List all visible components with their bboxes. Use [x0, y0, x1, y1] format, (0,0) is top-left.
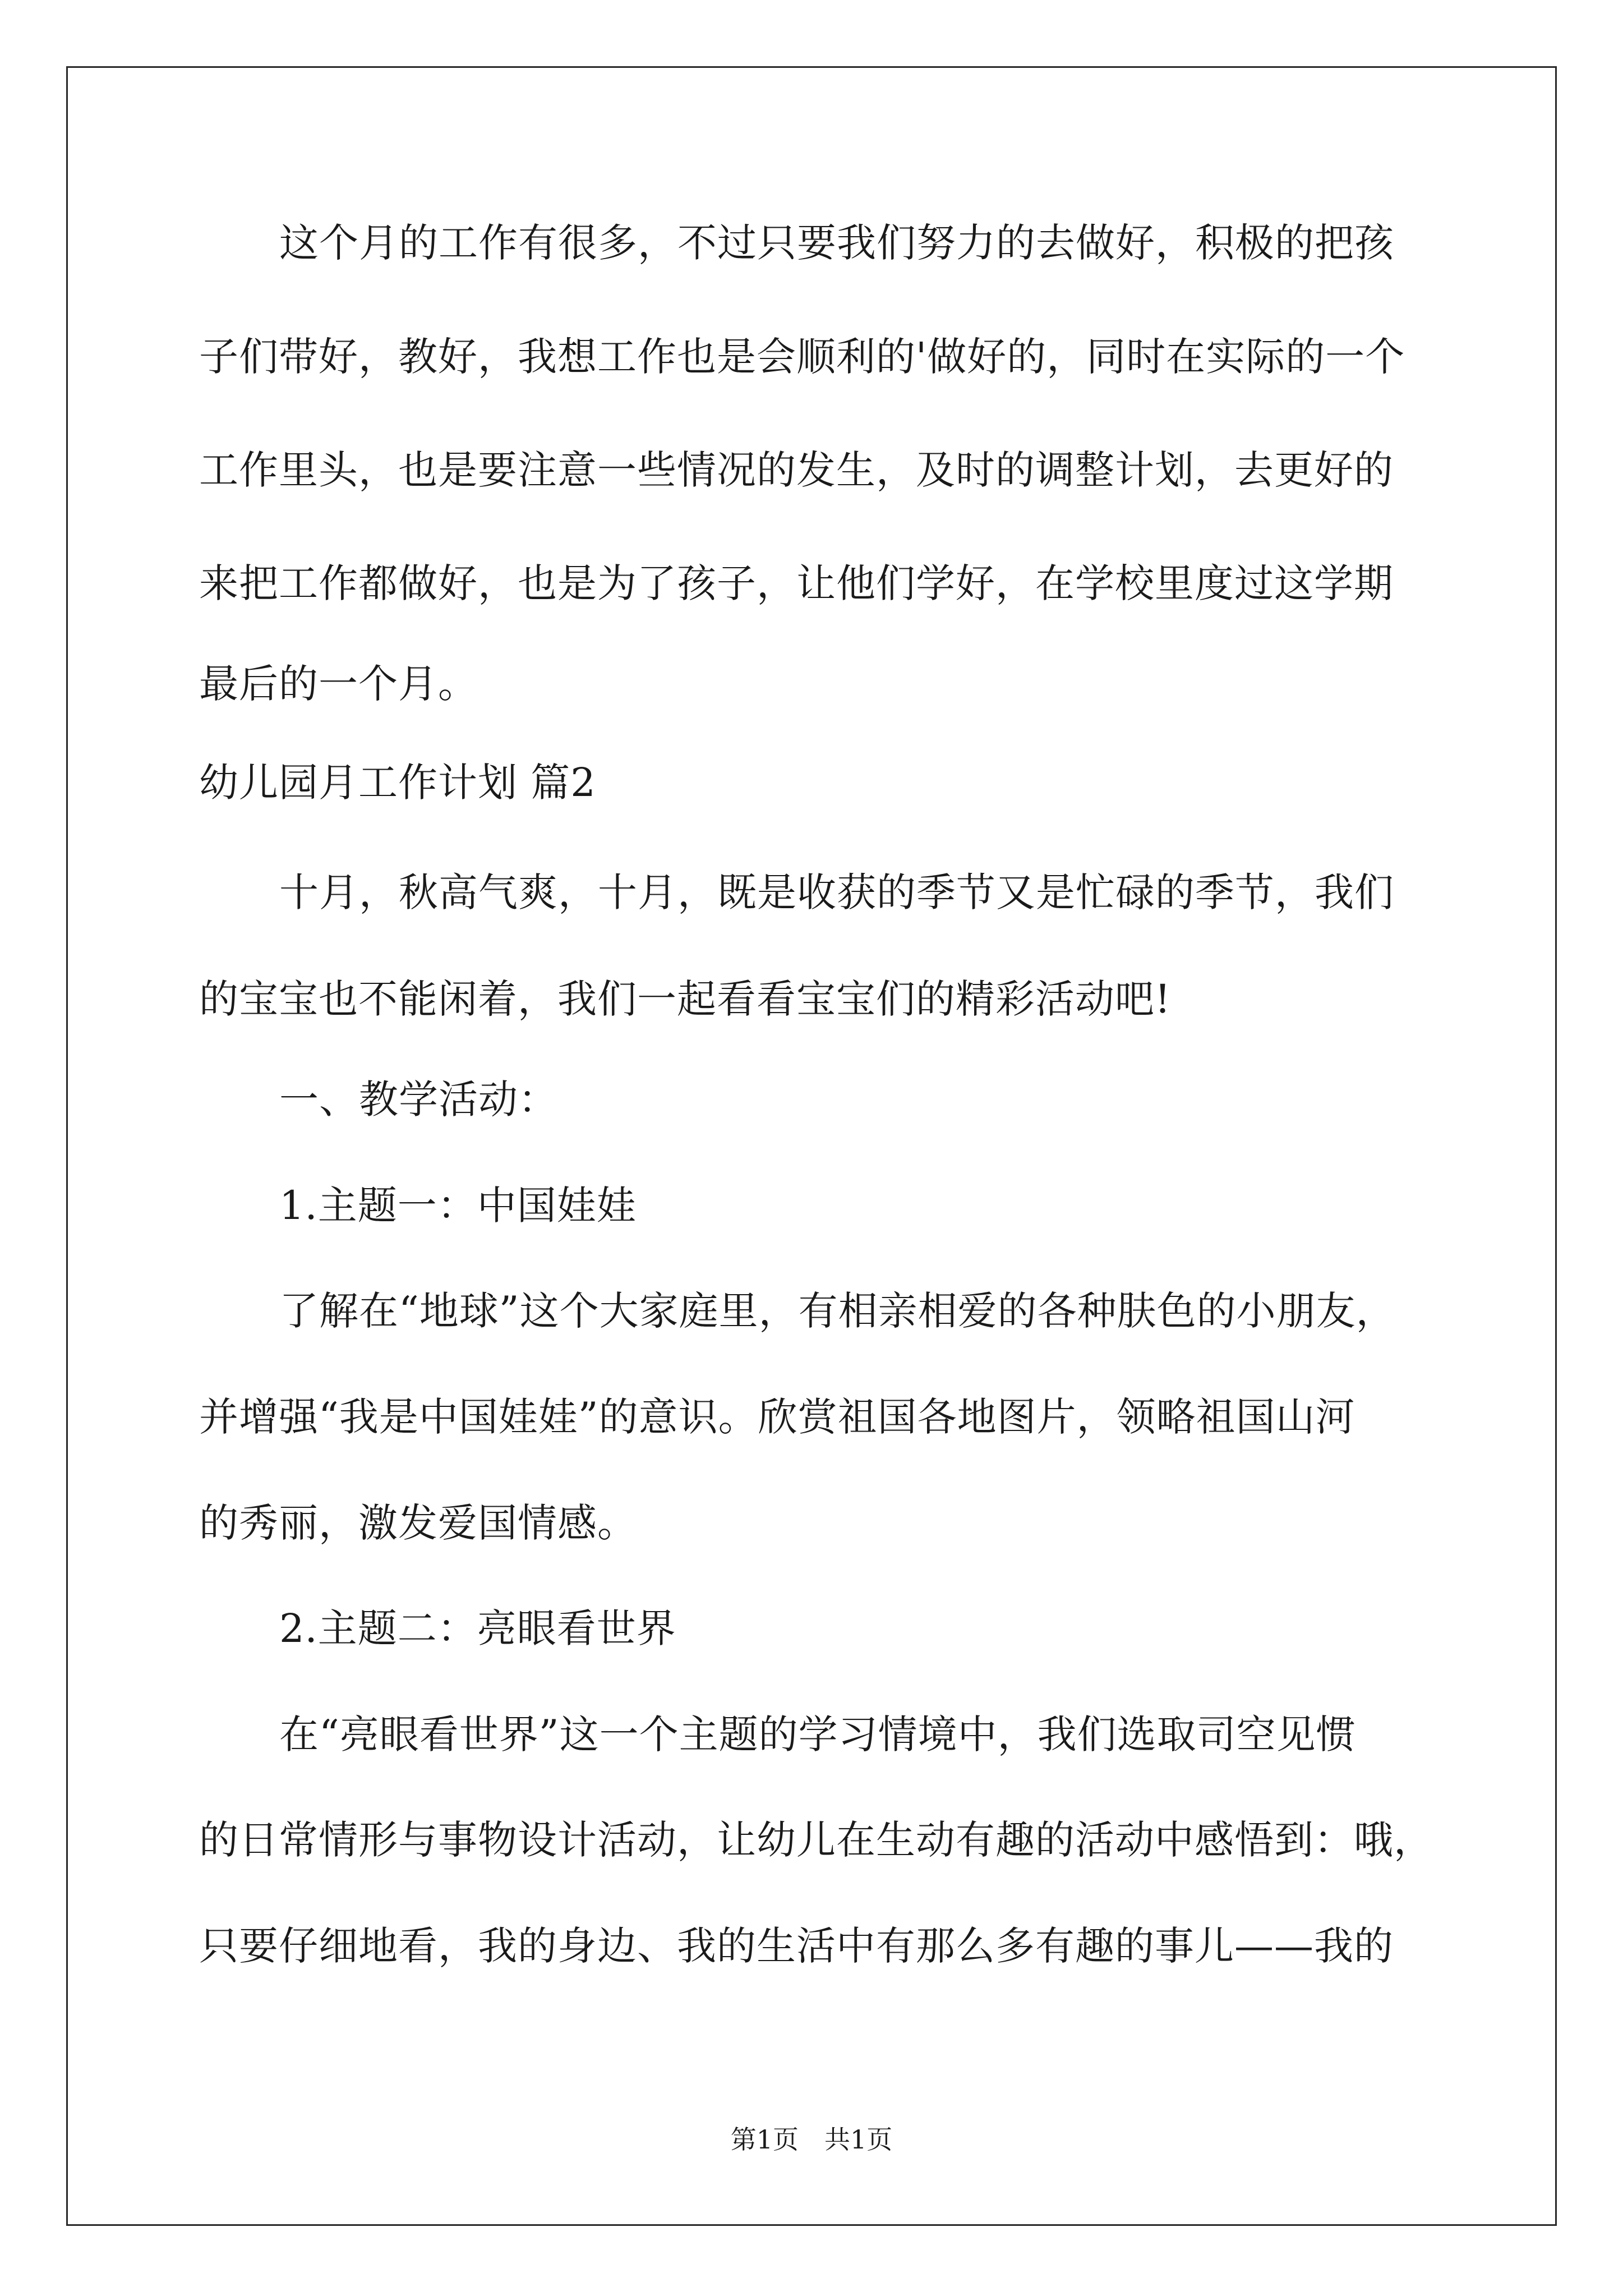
paragraph-line: 在“亮眼看世界”这一个主题的学习情境中，我们选取司空见惯: [279, 1711, 1356, 1757]
subheading: 2.主题二：亮眼看世界: [279, 1605, 676, 1651]
paragraph-line: 的宝宝也不能闲着，我们一起看看宝宝们的精彩活动吧!: [199, 976, 1172, 1022]
paragraph-line: 这个月的工作有很多，不过只要我们努力的去做好，积极的把孩: [279, 220, 1394, 266]
page-number-footer: 第1页 共1页: [730, 2124, 893, 2155]
section-heading: 幼儿园月工作计划 篇2: [199, 760, 596, 806]
paragraph-line: 了解在“地球”这个大家庭里，有相亲相爱的各种肤色的小朋友，: [279, 1288, 1396, 1334]
paragraph-line: 工作里头，也是要注意一些情况的发生，及时的调整计划，去更好的: [199, 447, 1394, 493]
paragraph-line: 子们带好，教好，我想工作也是会顺利的'做好的，同时在实际的一个: [199, 334, 1405, 380]
document-body: [199, 0, 1433, 2296]
paragraph-line: 的秀丽，激发爱国情感。: [199, 1500, 637, 1546]
paragraph-line: 来把工作都做好，也是为了孩子，让他们学好，在学校里度过这学期: [199, 560, 1394, 606]
paragraph-line: 的日常情形与事物设计活动，让幼儿在生动有趣的活动中感悟到：哦，: [199, 1817, 1433, 1863]
subheading: 一、教学活动：: [279, 1076, 558, 1122]
subheading: 1.主题一：中国娃娃: [279, 1182, 637, 1228]
paragraph-line: 只要仔细地看，我的身边、我的生活中有那么多有趣的事儿——我的: [199, 1923, 1394, 1969]
paragraph-line: 最后的一个月。: [199, 661, 478, 707]
paragraph-line: 并增强“我是中国娃娃”的意识。欣赏祖国各地图片，领略祖国山河: [199, 1394, 1355, 1440]
paragraph-line: 十月，秋高气爽，十月，既是收获的季节又是忙碌的季节，我们: [279, 869, 1394, 915]
